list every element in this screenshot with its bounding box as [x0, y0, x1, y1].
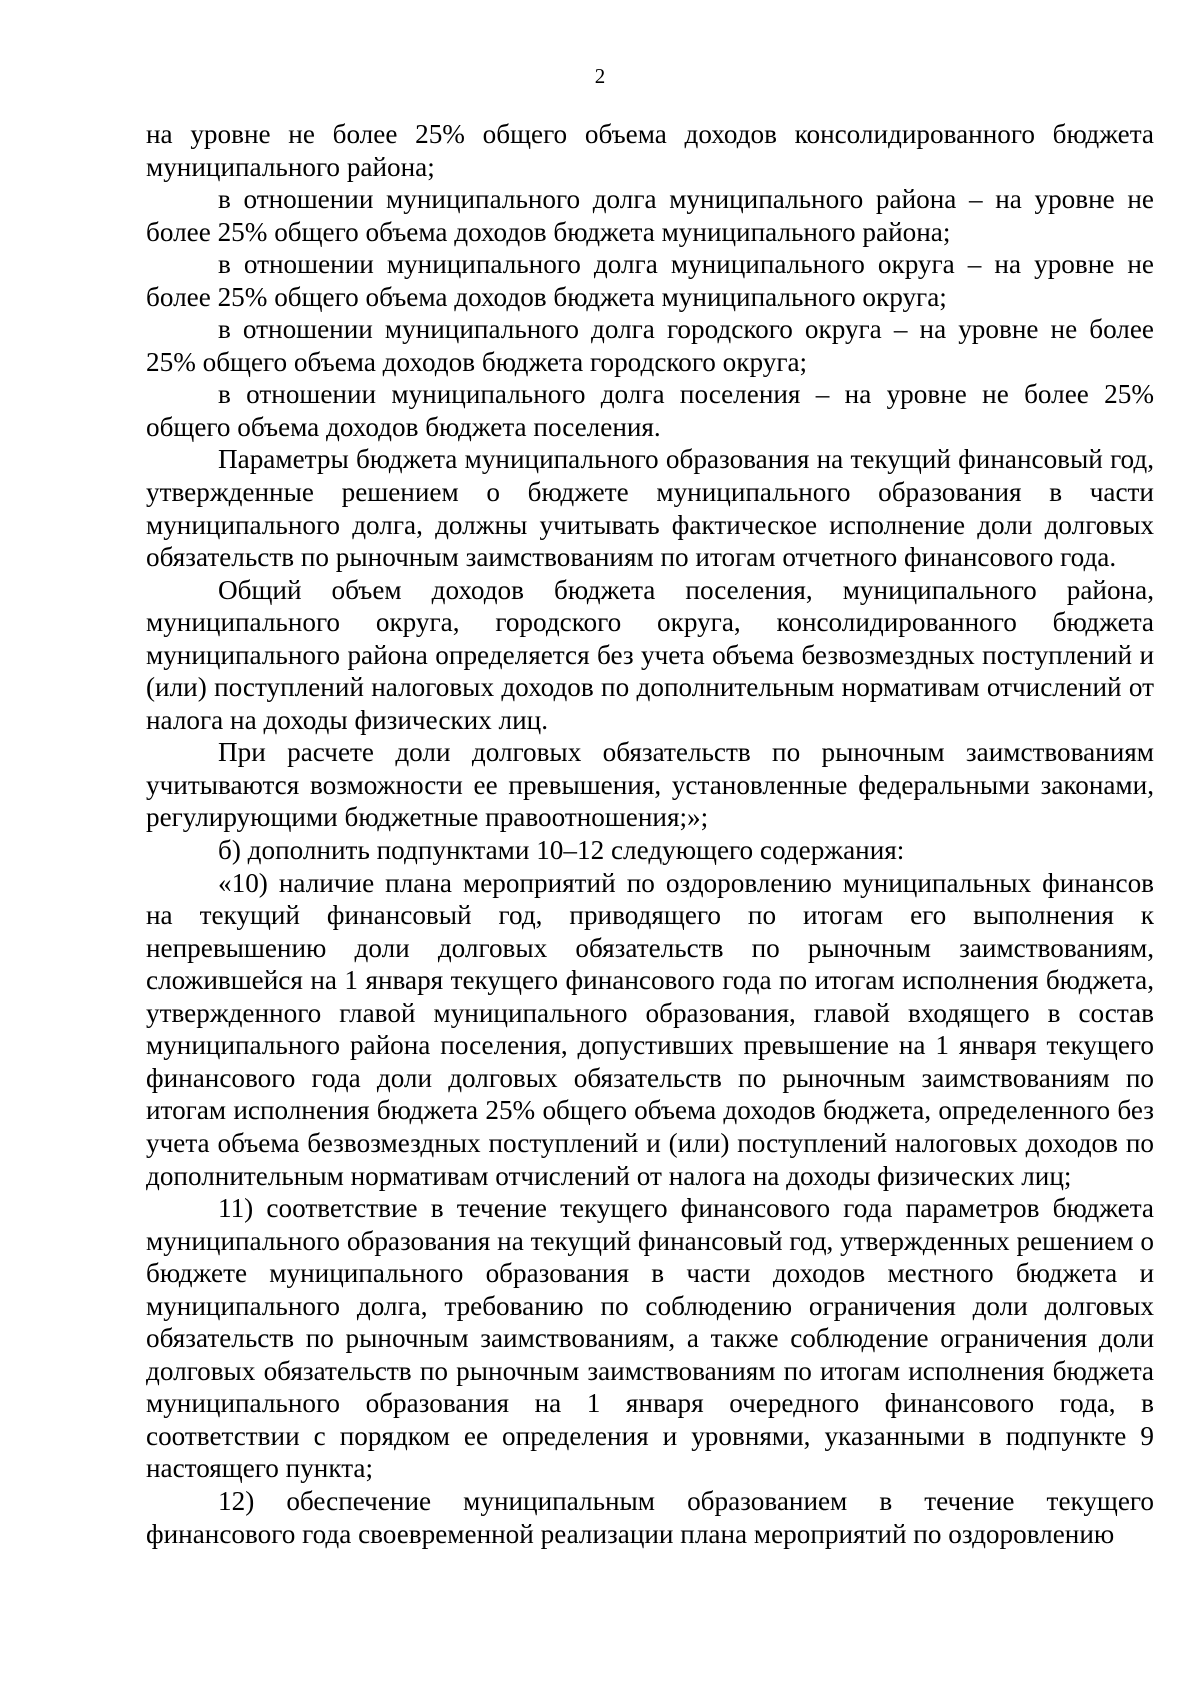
page-number: 2 — [594, 64, 606, 88]
paragraph-7: Общий объем доходов бюджета поселения, муниципального района, муниципального округа, городского округа, консолидированного бюджета муниципального района определяется без учета объема безвозмездных поступлений и (или) поступлений налоговых доходов по дополнительным нормативам отчислений от налога на доходы физических лиц. — [146, 574, 1154, 735]
paragraph-6: Параметры бюджета муниципального образования на текущий финансовый год, утвержденные решением о бюджете муниципального образования в части муниципального долга, должны учитывать фактическое исполнение доли долговых обязательств по рыночным заимствованиям по итогам отчетного финансового года. — [146, 444, 1154, 573]
paragraph-12: 12) обеспечение муниципальным образованием в течение текущего финансового года своевременной реализации плана мероприятий по оздоровлению — [146, 1485, 1154, 1549]
paragraph-11: 11) соответствие в течение текущего финансового года параметров бюджета муниципального образования на текущий финансовый год, утвержденных решением о бюджете муниципального образования в части доходов местного бюджета и муниципального долга, требованию по соблюдению ограничения доли долговых обязательств по рыночным заимствованиям, а также соблюдение ограничения доли долговых обязательств по рыночным заимствованиям по итогам исполнения бюджета муниципального образования на 1 января очередного финансового года, в соответствии с порядком ее определения и уровнями, указанными в подпункте 9 настоящего пункта; — [146, 1193, 1154, 1484]
paragraph-10: «10) наличие плана мероприятий по оздоровлению муниципальных финансов на текущий финансовый год, приводящего по итогам его выполнения к непревышению доли долговых обязательств по рыночным заимствованиям, сложившейся на 1 января текущего финансового года по итогам исполнения бюджета, утвержденного главой муниципального образования, главой входящего в состав муниципального района поселения, допустивших превышение на 1 января текущего финансового года доли долговых обязательств по рыночным заимствованиям по итогам исполнения бюджета 25% общего объема доходов бюджета, определенного без учета объема безвозмездных поступлений и (или) поступлений налоговых доходов по дополнительным нормативам отчислений от налога на доходы физических лиц; — [146, 867, 1154, 1191]
paragraph-1: на уровне не более 25% общего объема доходов консолидированного бюджета муниципального района; — [146, 119, 1154, 182]
paragraph-8: При расчете доли долговых обязательств по рыночным заимствованиям учитываются возможности ее превышения, установленные федеральными законами, регулирующими бюджетные правоотношения;»; — [146, 737, 1154, 833]
paragraph-2: в отношении муниципального долга муниципального района – на уровне не более 25% общего объема доходов бюджета муниципального района; — [146, 184, 1154, 247]
paragraph-4: в отношении муниципального долга городского округа – на уровне не более 25% общего объема доходов бюджета городского округа; — [146, 314, 1154, 377]
paragraph-5: в отношении муниципального долга поселения – на уровне не более 25% общего объема доходов бюджета поселения. — [146, 379, 1154, 442]
paragraph-3: в отношении муниципального долга муниципального округа – на уровне не более 25% общего объема доходов бюджета муниципального округа; — [146, 249, 1154, 312]
document-body — [146, 118, 1154, 1550]
paragraph-9: б) дополнить подпунктами 10–12 следующего содержания: — [218, 835, 905, 866]
